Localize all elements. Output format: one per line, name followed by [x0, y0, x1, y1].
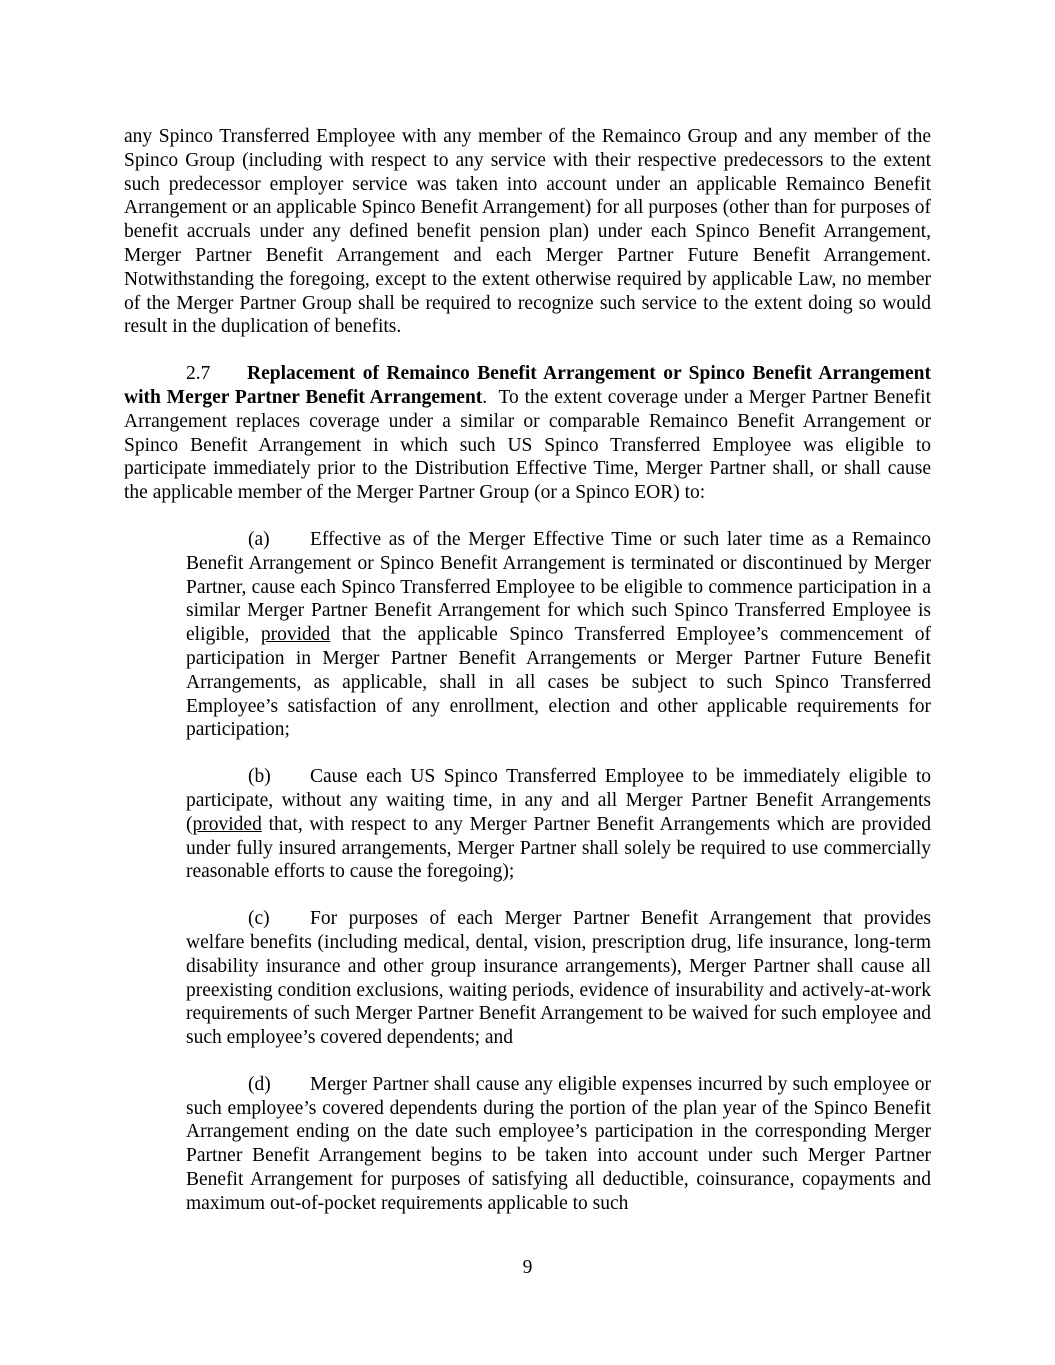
- subsection-label: (d): [248, 1073, 271, 1095]
- section-2-7: [124, 362, 936, 505]
- provided-term: provided: [260, 624, 331, 646]
- subsection-text: Cause each US Spinco Transferred Employee to be immediately eligible to participate, without any waiting time, in any and all Merger Partner Benefit Arrangements (: [186, 766, 931, 835]
- subsection-a: [186, 528, 931, 742]
- subsection-text: that the applicable Spinco Transferred Employee’s commencement of participation in Merger Partner Benefit Arrangements or Merger Partner Future Benefit Arrangements, as applicable, shall in all cases be subject to such Spinco Transferred Employee’s satisfaction of any enrollment, election and other applicable requirements for participation;: [186, 624, 932, 741]
- subsection-label: (a): [248, 528, 270, 550]
- section-body: To the extent coverage under a Merger Partner Benefit Arrangement replaces coverage under a similar or comparable Remainco Benefit Arrangement or Spinco Benefit Arrangement in which such US Spinco Transferred Employee was eligible to participate immediately prior to the Distribution Effective Time, Merger Partner shall, or shall cause the applicable member of the Merger Partner Group (or a Spinco EOR) to:: [124, 386, 936, 504]
- document-page: [124, 125, 936, 1239]
- subsection-d: [186, 1073, 931, 1216]
- subsection-text: Effective as of the Merger Effective Time or such later time as a Remainco Benefit Arrangement or Spinco Benefit Arrangement is terminated or discontinued by Merger Partner, cause each Spinco Transferred Employee to be eligible to commence participation in a similar Merger Partner Benefit Arrangement for which such Spinco Transferred Employee is eligible,: [186, 528, 931, 646]
- section-number: 2.7: [186, 363, 211, 385]
- subsection-c: [186, 907, 931, 1050]
- provided-term: provided: [192, 813, 262, 835]
- subsection-label: (c): [248, 908, 270, 930]
- subsection-text: Merger Partner shall cause any eligible expenses incurred by such employee or such employee’s covered dependents during the portion of the plan year of the Spinco Benefit Arrangement ending on the date such employee’s participation in the corresponding Merger Partner Benefit Arrangement begins to be taken into account under such Merger Partner Benefit Arrangement for purposes of satisfying all deductible, coinsurance, copayments and maximum out-of-pocket requirements applicable to such: [186, 1073, 931, 1214]
- subsection-text: that, with respect to any Merger Partner Benefit Arrangements which are provided under fully insured arrangements, Merger Partner shall solely be required to use commercially reasonable efforts to cause the foregoing);: [186, 813, 931, 883]
- subsection-text: For purposes of each Merger Partner Benefit Arrangement that provides welfare benefits (including medical, dental, vision, prescription drug, life insurance, long-term disability insurance and other group insurance arrangements), Merger Partner shall cause all preexisting condition exclusions, waiting periods, evidence of insurability and actively-at-work requirements of such Merger Partner Benefit Arrangement to be waived for such employee and such employee’s covered dependents; and: [186, 908, 931, 1049]
- page-number: 9: [522, 1257, 533, 1278]
- section-heading-period: .: [482, 386, 488, 408]
- subsection-label: (b): [248, 766, 271, 788]
- subsection-b: [186, 765, 931, 884]
- section-heading: Replacement of Remainco Benefit Arrangement or Spinco Benefit Arrangement with Merger Partner Benefit Arrangement: [124, 363, 931, 408]
- continued-paragraph: any Spinco Transferred Employee with any member of the Remainco Group and any member of the Spinco Group (including with respect to any service with their respective predecessors to the extent such predecessor employer service was taken into account under an applicable Remainco Benefit Arrangement or an applicable Spinco Benefit Arrangement) for all purposes (other than for purposes of benefit accruals under any defined benefit pension plan) under each Spinco Benefit Arrangement, Merger Partner Benefit Arrangement and each Merger Partner Future Benefit Arrangement. Notwithstanding the foregoing, except to the extent otherwise required by applicable Law, no member of the Merger Partner Group shall be required to recognize such service to the extent doing so would result in the duplication of benefits.: [124, 126, 931, 338]
